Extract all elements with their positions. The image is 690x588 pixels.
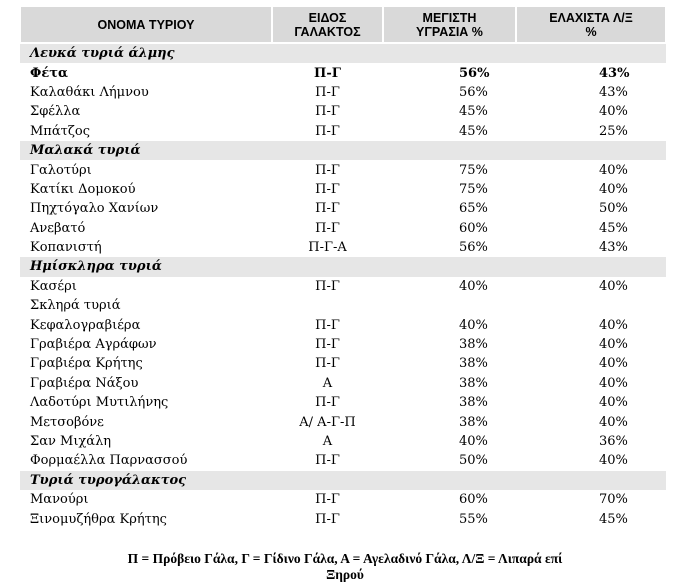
milk-type-cell: Π-Γ [315,337,340,353]
table-row [20,490,666,509]
cheese-name-cell: Ξινομυζήθρα Κρήτης [30,511,167,527]
header-max-moisture: ΜΕΓΙΣΤΗ ΥΓΡΑΣΙΑ % [383,6,516,43]
fat-cell: 70% [599,492,628,508]
section-row [20,471,666,490]
section-row [20,43,666,63]
table-row [20,199,666,218]
table-row [20,412,666,431]
moisture-cell: 40% [459,278,488,294]
moisture-cell: 38% [459,356,488,372]
milk-type-cell [272,296,383,315]
table-row [20,509,666,528]
fat-cell: 43% [599,65,630,81]
fat-cell: 40% [599,414,628,430]
milk-type-cell: Π-Γ [315,395,340,411]
milk-type-cell: Π-Γ [315,453,340,469]
fat-cell: 43% [599,84,628,100]
table-row [20,102,666,121]
milk-type-cell: Α [322,375,333,391]
cheese-name-cell: Κασέρι [30,278,77,294]
fat-cell: 40% [599,181,628,197]
fat-cell: 45% [599,220,628,236]
cheese-name-cell: Λαδοτύρι Μυτιλήνης [30,395,169,411]
section-title: Μαλακά τυριά [20,141,666,160]
moisture-cell: 45% [459,104,488,120]
moisture-cell: 60% [459,492,488,508]
moisture-cell: 45% [459,123,488,139]
cheese-name-cell: Σκληρά τυριά [30,298,121,314]
table-row [20,238,666,257]
fat-cell: 40% [599,453,628,469]
moisture-cell: 55% [459,511,488,527]
table-row [20,83,666,102]
legend [0,551,690,583]
cheese-name-cell: Φέτα [30,65,68,81]
cheese-table-container [19,5,665,529]
milk-type-cell: Π-Γ-Α [308,240,347,256]
moisture-cell: 38% [459,414,488,430]
table-row [20,122,666,141]
moisture-cell: 38% [459,337,488,353]
cheese-name-cell: Ανεβατό [30,220,86,236]
table-header-row [20,6,666,43]
table-row [20,393,666,412]
table-body [20,43,666,529]
cheese-name-cell: Σαν Μιχάλη [30,434,112,449]
cheese-name-cell: Φορμαέλλα Παρνασσού [30,453,188,469]
moisture-cell: 38% [459,395,488,411]
milk-type-cell: Π-Γ [314,65,341,81]
moisture-cell: 56% [459,84,488,100]
section-title: Τυριά τυρογάλακτος [20,471,666,490]
milk-type-cell: Π-Γ [315,278,340,294]
milk-type-cell: Π-Γ [315,181,340,197]
moisture-cell: 56% [459,240,488,256]
fat-cell [516,296,666,315]
moisture-cell: 65% [459,201,488,217]
moisture-cell [383,296,516,315]
milk-type-cell: Π-Γ [315,220,340,236]
table-row [20,180,666,199]
cheese-name-cell: Γαλοτύρι [30,162,92,178]
cheese-name-cell: Κατίκι Δομοκού [30,181,136,197]
table-row [20,374,666,393]
moisture-cell: 75% [459,181,488,197]
moisture-cell: 40% [459,434,488,449]
legend-line-1: Π = Πρόβειο Γάλα, Γ = Γίδινο Γάλα, Α = Αγελαδινό Γάλα, Λ/Ξ = Λιπαρά επί [127,551,563,566]
legend-line-2: Ξηρού [326,567,364,582]
milk-type-cell: Α/ Α-Γ-Π [299,414,356,430]
table-row [20,63,666,82]
moisture-cell: 38% [459,375,488,391]
table-row [20,160,666,179]
table-row [20,335,666,354]
milk-type-cell: Π-Γ [315,104,340,120]
fat-cell: 40% [599,104,628,120]
cheese-name-cell: Πηχτόγαλο Χανίων [30,201,159,217]
fat-cell: 40% [599,356,628,372]
cheese-table [19,5,667,529]
cheese-name-cell: Γραβιέρα Κρήτης [30,356,143,372]
milk-type-cell: Α [322,434,333,449]
cheese-name-cell: Μπάτζος [30,123,90,139]
table-row [20,354,666,373]
milk-type-cell: Π-Γ [315,511,340,527]
milk-type-cell: Π-Γ [315,201,340,217]
header-min-fat: ΕΛΑΧΙΣΤΑ Λ/Ξ % [516,6,666,43]
cheese-name-cell: Σφέλλα [30,104,81,120]
fat-cell: 25% [599,123,628,139]
fat-cell: 40% [599,375,628,391]
section-row [20,257,666,276]
milk-type-cell: Π-Γ [315,317,340,333]
moisture-cell: 50% [459,453,488,469]
milk-type-cell: Π-Γ [315,492,340,508]
section-title: Λευκά τυριά άλμης [20,43,666,63]
fat-cell: 45% [599,511,628,527]
milk-type-cell: Π-Γ [315,123,340,139]
fat-cell: 36% [599,434,628,449]
cheese-name-cell: Καλαθάκι Λήμνου [30,84,149,100]
table-row [20,277,666,296]
moisture-cell: 75% [459,162,488,178]
section-title: Ημίσκληρα τυριά [20,257,666,276]
milk-type-cell: Π-Γ [315,84,340,100]
table-row [20,451,666,470]
table-row [20,432,666,451]
cheese-name-cell: Μετσοβόνε [30,414,104,430]
fat-cell: 40% [599,395,628,411]
fat-cell: 40% [599,278,628,294]
moisture-cell: 60% [459,220,488,236]
cheese-name-cell: Γραβιέρα Αγράφων [30,337,157,353]
cheese-name-cell: Κεφαλογραβιέρα [30,317,141,333]
fat-cell: 40% [599,317,628,333]
table-row [20,219,666,238]
table-row [20,315,666,334]
header-milk-type: ΕΙΔΟΣ ΓΑΛΑΚΤΟΣ [272,6,383,43]
header-cheese-name: ΟΝΟΜΑ ΤΥΡΙΟΥ [20,6,272,43]
fat-cell: 40% [599,337,628,353]
milk-type-cell: Π-Γ [315,356,340,372]
cheese-name-cell: Μανούρι [30,492,89,508]
fat-cell: 40% [599,162,628,178]
section-row [20,141,666,160]
cheese-name-cell: Γραβιέρα Νάξου [30,375,139,391]
table-row [20,296,666,315]
milk-type-cell: Π-Γ [315,162,340,178]
moisture-cell: 40% [459,317,488,333]
fat-cell: 43% [599,240,628,256]
moisture-cell: 56% [459,65,490,81]
cheese-name-cell: Κοπανιστή [30,240,102,256]
fat-cell: 50% [599,201,628,217]
